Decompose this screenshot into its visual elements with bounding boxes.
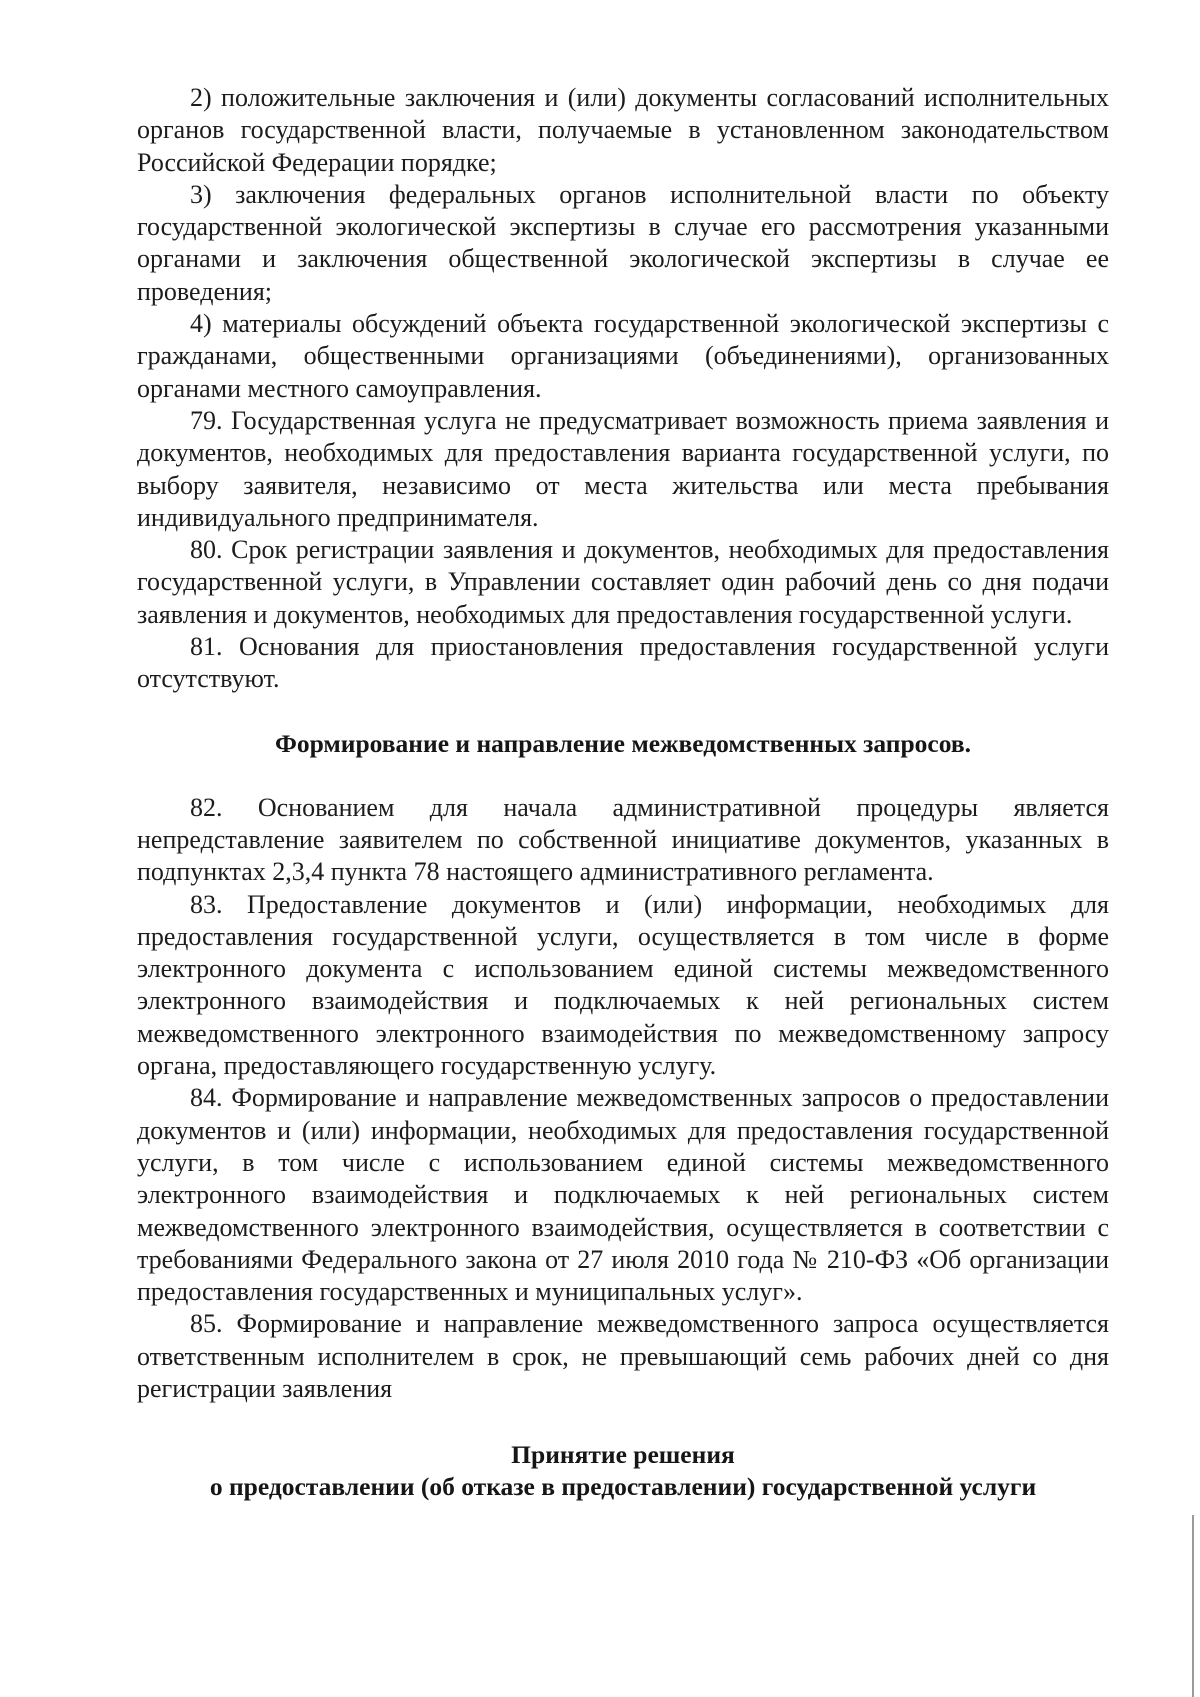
paragraph-82: 82. Основанием для начала административной процедуры является непредставление заявителем по собственной инициативе документов, указанных в подпунктах 2,3,4 пункта 78 настоящего административного регламента. bbox=[137, 792, 1109, 887]
section-heading-interagency-requests: Формирование и направление межведомственных запросов. bbox=[274, 728, 972, 758]
section-heading-decision-line-2: о предоставлении (об отказе в предоставлении) государственной услуги bbox=[209, 1472, 1037, 1502]
section-heading-decision-line-1: Принятие решения bbox=[511, 1440, 735, 1470]
section-heading-decision bbox=[137, 1439, 1109, 1503]
paragraph-item-2: 2) положительные заключения и (или) документы согласований исполнительных органов государственной власти, получаемые в установленном законодательством Российской Федерации порядке; bbox=[137, 83, 1109, 177]
paragraph-85: 85. Формирование и направление межведомственного запроса осуществляется ответственным исполнителем в срок, не превышающий семь рабочих дней со дня регистрации заявления bbox=[137, 1309, 1109, 1403]
paragraph-item-4: 4) материалы обсуждений объекта государственной экологической экспертизы с гражданами, общественными организациями (объединениями), организованных органами местного самоуправления. bbox=[137, 309, 1109, 403]
paragraph-84: 84. Формирование и направление межведомственных запросов о предоставлении документов и (или) информации, необходимых для предоставления государственной услуги, в том числе с использованием единой системы межведомственного электронного взаимодействия и подключаемых к ней региональных систем межведомственного электронного взаимодействия, осуществляется в соответствии с требованиями Федерального закона от 27 июля 2010 года № 210-ФЗ «Об организации предоставления государственных и муниципальных услуг». bbox=[137, 1083, 1109, 1307]
paragraph-81: 81. Основания для приостановления предоставления государственной услуги отсутствуют. bbox=[137, 632, 1109, 694]
paragraph-item-3: 3) заключения федеральных органов исполнительной власти по объекту государственной экологической экспертизы в случае его рассмотрения указанными органами и заключения общественной экологической экспертизы в случае ее проведения; bbox=[137, 179, 1109, 306]
scan-edge-line bbox=[1192, 1515, 1194, 1697]
document-body bbox=[137, 82, 1109, 1503]
paragraph-80: 80. Срок регистрации заявления и документов, необходимых для предоставления государственной услуги, в Управлении составляет один рабочий день со дня подачи заявления и документов, необходимых для предоставления государственной услуги. bbox=[137, 535, 1109, 629]
paragraph-79: 79. Государственная услуга не предусматривает возможность приема заявления и документов, необходимых для предоставления варианта государственной услуги, по выбору заявителя, независимо от места жительства или места пребывания индивидуального предпринимателя. bbox=[137, 405, 1109, 532]
paragraph-83: 83. Предоставление документов и (или) информации, необходимых для предоставления государственной услуги, осуществляется в том числе в форме электронного документа с использованием единой системы межведомственного электронного взаимодействия и подключаемых к ней региональных систем межведомственного электронного взаимодействия по межведомственному запросу органа, предоставляющего государственную услугу. bbox=[137, 889, 1109, 1081]
